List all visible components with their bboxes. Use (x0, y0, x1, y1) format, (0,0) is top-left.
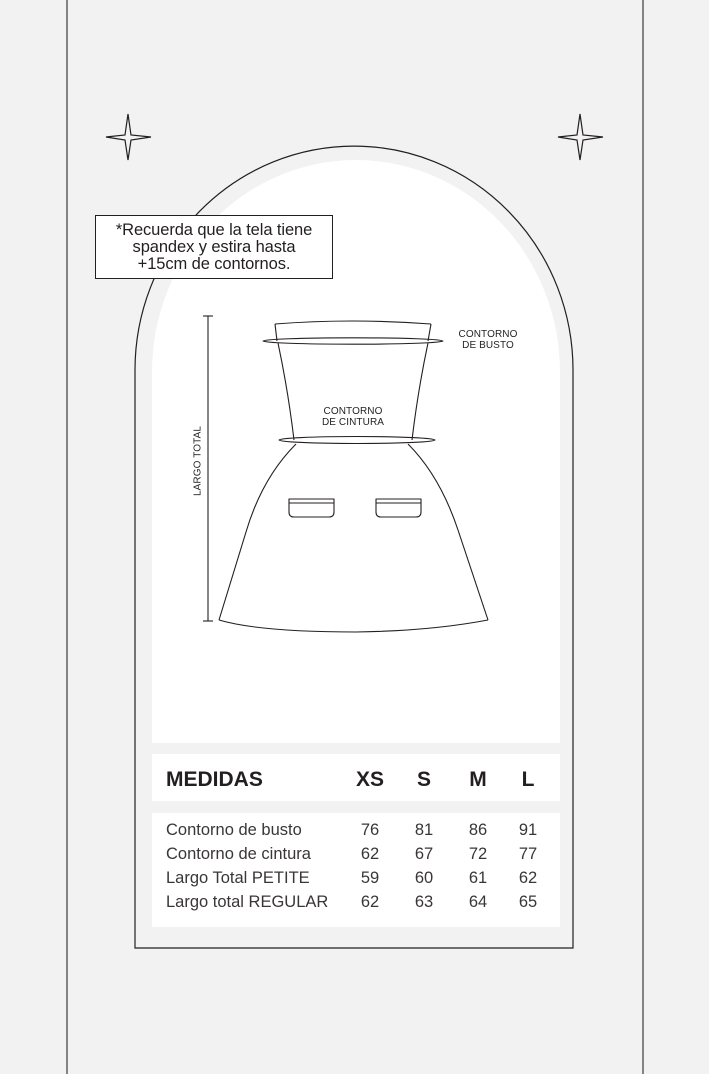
cell-value: 62 (518, 869, 538, 887)
cell-value: 60 (414, 869, 434, 887)
bust-label-line-1: CONTORNO (458, 329, 518, 340)
note-line-2: spandex y estira hasta (132, 238, 296, 256)
cell-value: 65 (518, 893, 538, 911)
table-row (152, 893, 560, 917)
row-label: Contorno de busto (166, 821, 302, 839)
table-row (152, 821, 560, 845)
row-label: Contorno de cintura (166, 845, 311, 863)
length-label: LARGO TOTAL (192, 425, 204, 497)
size-table-header-row (152, 768, 560, 792)
bust-label (446, 329, 530, 351)
bust-label-line-2: DE BUSTO (462, 340, 514, 351)
size-m: M (469, 768, 487, 791)
size-l: L (521, 768, 535, 791)
cell-value: 62 (360, 845, 380, 863)
sparkle-left-icon (106, 114, 151, 160)
waist-label (306, 406, 400, 428)
row-label: Largo total REGULAR (166, 893, 329, 911)
cell-value: 77 (518, 845, 538, 863)
cell-value: 86 (468, 821, 488, 839)
size-xs: XS (356, 768, 385, 791)
cell-value: 62 (360, 893, 380, 911)
cell-value: 81 (414, 821, 434, 839)
cell-value: 64 (468, 893, 488, 911)
cell-value: 59 (360, 869, 380, 887)
measures-title: MEDIDAS (166, 768, 263, 791)
waist-label-line-1: CONTORNO (323, 406, 383, 417)
size-table-body (152, 813, 560, 927)
cell-value: 67 (414, 845, 434, 863)
cell-value: 61 (468, 869, 488, 887)
row-label: Largo Total PETITE (166, 869, 310, 887)
cell-value: 72 (468, 845, 488, 863)
note-line-3: +15cm de contornos. (137, 255, 291, 273)
table-row (152, 845, 560, 869)
sparkle-right-icon (558, 114, 603, 160)
waist-label-line-2: DE CINTURA (321, 417, 385, 428)
size-s: S (417, 768, 432, 791)
table-row (152, 869, 560, 893)
note-line-1: *Recuerda que la tela tiene (115, 221, 313, 239)
cell-value: 63 (414, 893, 434, 911)
size-table-header (152, 754, 560, 801)
stretch-note (95, 215, 333, 279)
cell-value: 76 (360, 821, 380, 839)
cell-value: 91 (518, 821, 538, 839)
